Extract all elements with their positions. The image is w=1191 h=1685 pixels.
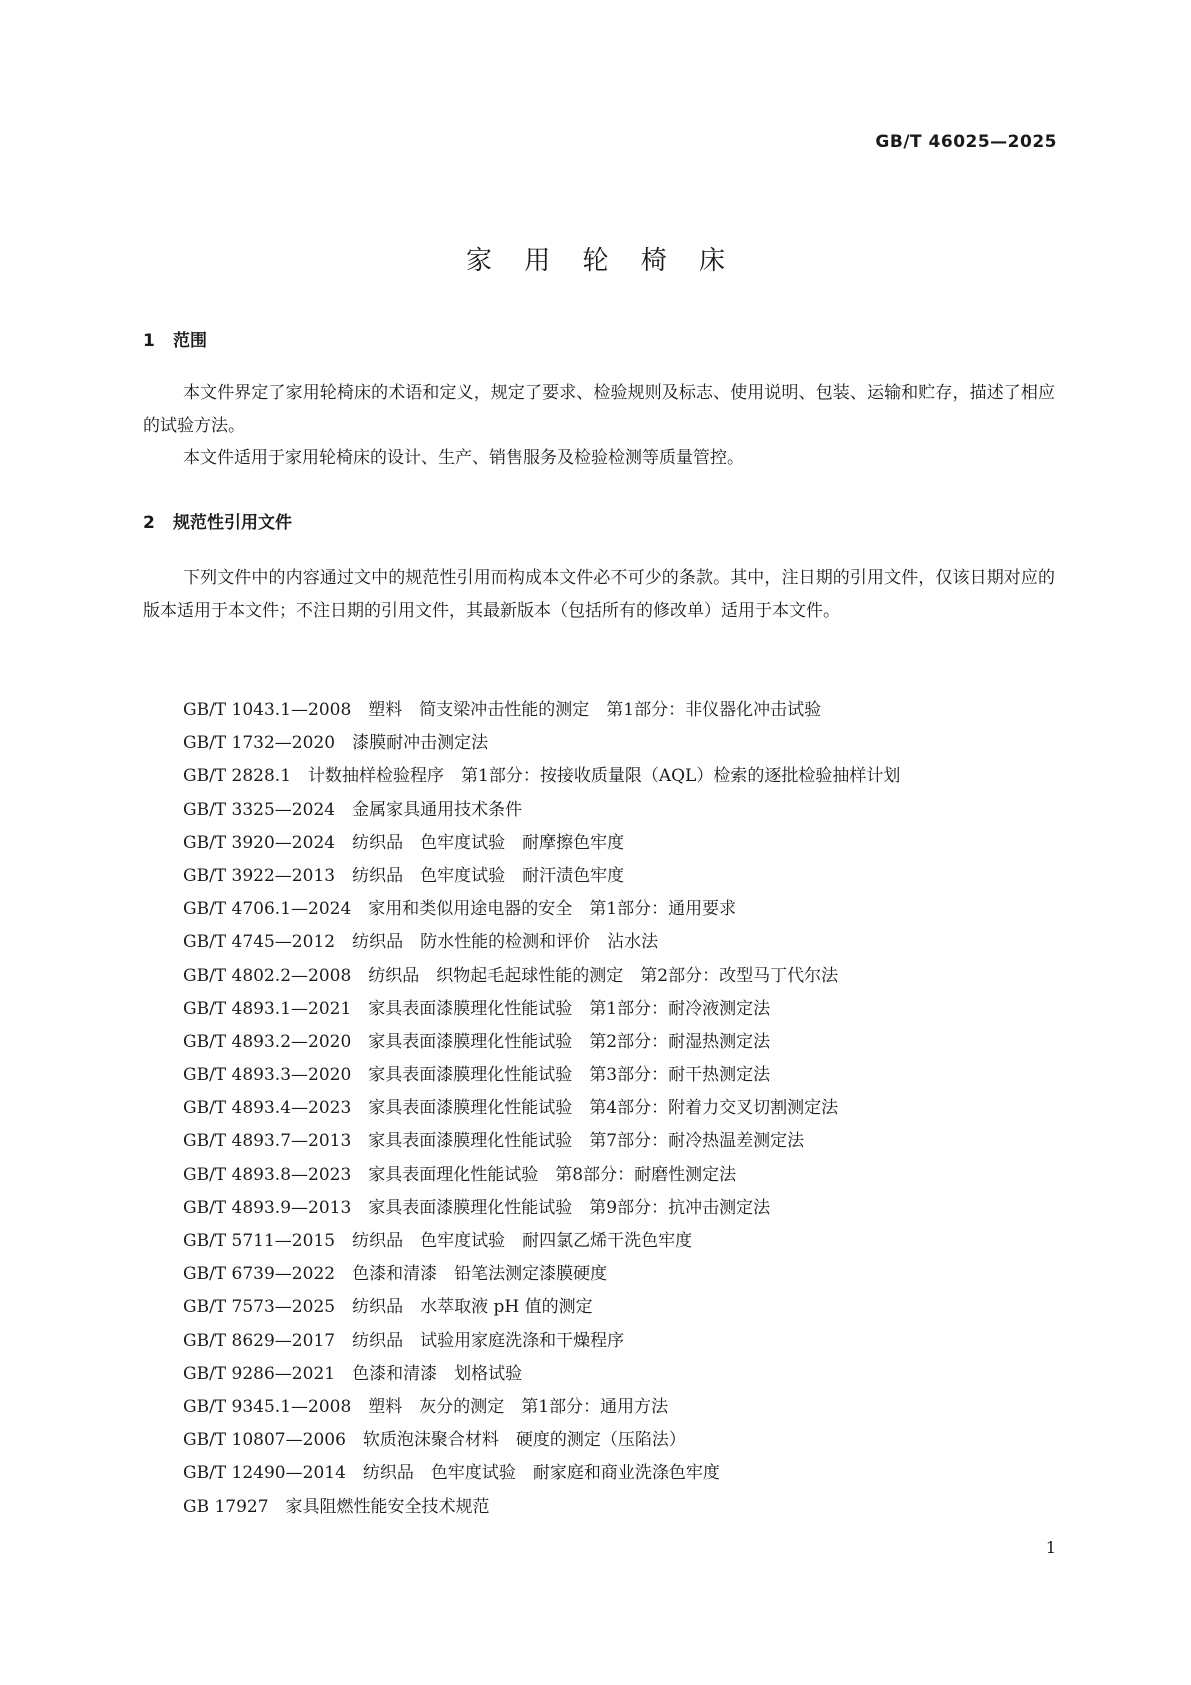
section-1-heading xyxy=(143,326,207,351)
reference-item: GB/T 6739—2022 色漆和清漆 铅笔法测定漆膜硬度 xyxy=(183,1264,608,1285)
reference-item: GB/T 3920—2024 纺织品 色牢度试验 耐摩擦色牢度 xyxy=(183,832,625,853)
document-title: 家 用 轮 椅 床 xyxy=(465,246,738,276)
page-number: 1 xyxy=(1045,1538,1056,1557)
reference-item: GB/T 4893.3—2020 家具表面漆膜理化性能试验 第3部分：耐干热测定法 xyxy=(183,1065,771,1086)
reference-item: GB/T 4893.7—2013 家具表面漆膜理化性能试验 第7部分：耐冷热温差测定法 xyxy=(183,1131,805,1152)
reference-item: GB 17927 家具阻燃性能安全技术规范 xyxy=(183,1496,490,1517)
scope-paragraph-1: 本文件界定了家用轮椅床的术语和定义，规定了要求、检验规则及标志、使用说明、包装、运输和贮存，描述了相应的试验方法。 xyxy=(143,383,1055,436)
reference-item: GB/T 4893.9—2013 家具表面漆膜理化性能试验 第9部分：抗冲击测定法 xyxy=(183,1197,771,1218)
reference-item: GB/T 4802.2—2008 纺织品 织物起毛起球性能的测定 第2部分：改型马丁代尔法 xyxy=(183,965,839,986)
reference-item: GB/T 4706.1—2024 家用和类似用途电器的安全 第1部分：通用要求 xyxy=(183,899,737,920)
reference-item: GB/T 1732—2020 漆膜耐冲击测定法 xyxy=(183,733,489,754)
section-2-heading xyxy=(143,508,292,533)
reference-item: GB/T 5711—2015 纺织品 色牢度试验 耐四氯乙烯干洗色牢度 xyxy=(183,1231,693,1251)
reference-item: GB/T 9345.1—2008 塑料 灰分的测定 第1部分：通用方法 xyxy=(183,1396,669,1417)
reference-item: GB/T 7573—2025 纺织品 水萃取液 pH 值的测定 xyxy=(183,1297,593,1318)
reference-item: GB/T 12490—2014 纺织品 色牢度试验 耐家庭和商业洗涤色牢度 xyxy=(183,1463,720,1484)
reference-item: GB/T 4893.4—2023 家具表面漆膜理化性能试验 第4部分：附着力交叉切割测定法 xyxy=(183,1098,839,1119)
reference-item: GB/T 2828.1 计数抽样检验程序 第1部分：按接收质量限（AQL）检索的逐批检验抽样计划 xyxy=(183,766,901,787)
reference-item: GB/T 4893.1—2021 家具表面漆膜理化性能试验 第1部分：耐冷液测定法 xyxy=(183,998,771,1019)
reference-list xyxy=(183,694,900,1524)
reference-item: GB/T 10807—2006 软质泡沫聚合材料 硬度的测定（压陷法） xyxy=(183,1430,686,1451)
scope-paragraph-2: 本文件适用于家用轮椅床的设计、生产、销售服务及检验检测等质量管控。 xyxy=(183,448,744,468)
normative-references-intro: 下列文件中的内容通过文中的规范性引用而构成本文件必不可少的条款。其中，注日期的引用文件，仅该日期对应的版本适用于本文件；不注日期的引用文件，其最新版本（包括所有的修改单）适用于本文件。 xyxy=(143,568,1055,621)
section-number: 2 xyxy=(143,513,155,533)
reference-item: GB/T 4893.2—2020 家具表面漆膜理化性能试验 第2部分：耐湿热测定法 xyxy=(183,1031,771,1052)
section-title: 范围 xyxy=(173,331,207,351)
section-title: 规范性引用文件 xyxy=(173,513,292,533)
section-number: 1 xyxy=(143,331,155,351)
reference-item: GB/T 9286—2021 色漆和清漆 划格试验 xyxy=(183,1363,523,1384)
reference-item: GB/T 8629—2017 纺织品 试验用家庭洗涤和干燥程序 xyxy=(183,1330,625,1351)
reference-item: GB/T 3922—2013 纺织品 色牢度试验 耐汗渍色牢度 xyxy=(183,865,625,886)
reference-item: GB/T 4745—2012 纺织品 防水性能的检测和评价 沾水法 xyxy=(183,932,659,953)
reference-item: GB/T 1043.1—2008 塑料 简支梁冲击性能的测定 第1部分：非仪器化冲击试验 xyxy=(183,700,822,720)
document-code: GB/T 46025—2025 xyxy=(875,132,1057,152)
reference-item: GB/T 3325—2024 金属家具通用技术条件 xyxy=(183,799,523,820)
reference-item: GB/T 4893.8—2023 家具表面理化性能试验 第8部分：耐磨性测定法 xyxy=(183,1164,737,1185)
